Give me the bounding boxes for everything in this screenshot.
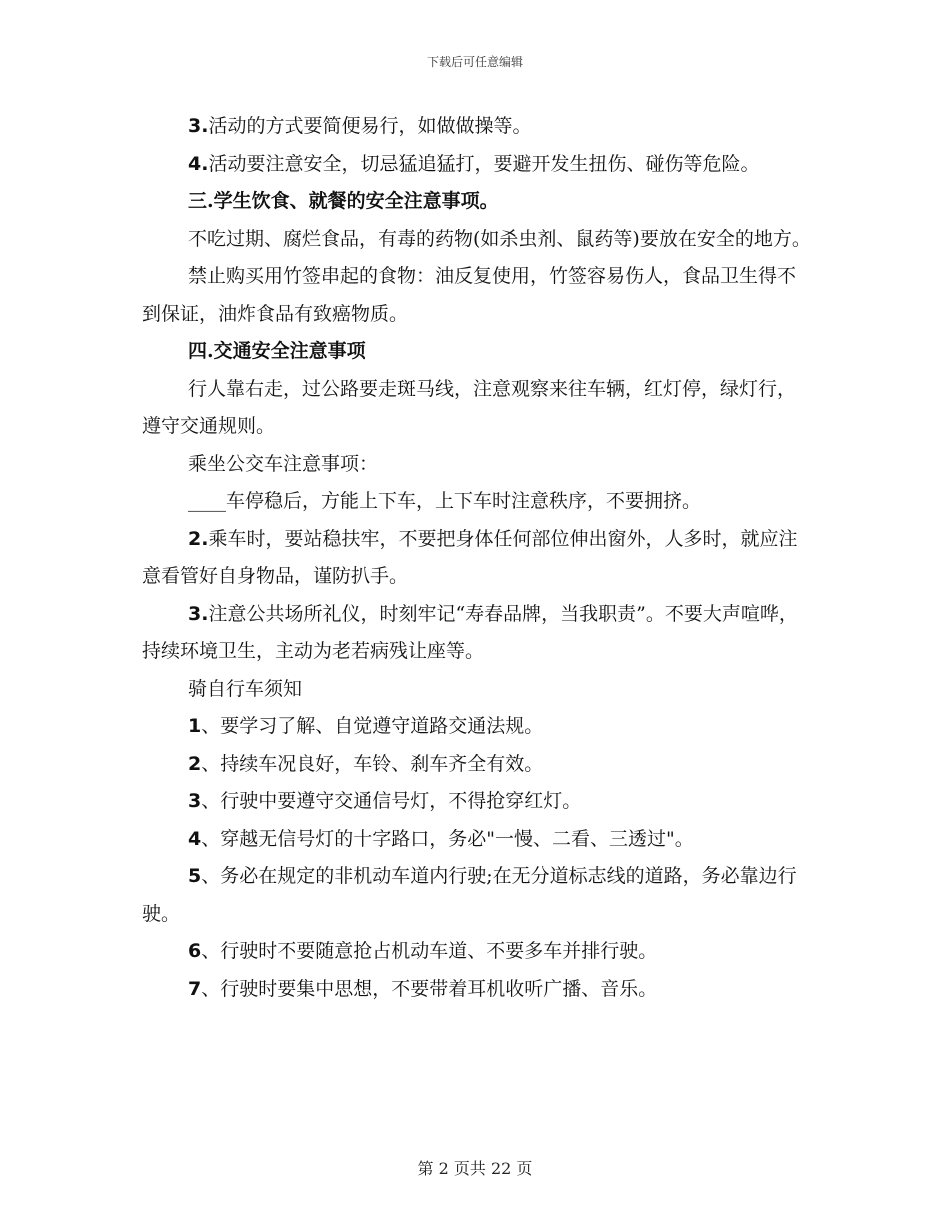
paragraph-text: 不吃过期、腐烂食品，有毒的药物(如杀虫剂、鼠药等)要放在安全的地方。 [188, 227, 811, 250]
item-number: 5 [188, 865, 202, 887]
paragraph-text: 注意公共场所礼仪，时刻牢记“寿春品牌，当我职责”。不要大声喧哗，持续环境卫生，主动为老若病残让座等。 [142, 602, 798, 662]
paragraph-text: 乘坐公交车注意事项： [188, 452, 379, 475]
paragraph [142, 221, 812, 259]
paragraph-text: 、行驶时不要随意抢占机动车道、不要多车并排行驶。 [201, 940, 658, 962]
item-number: 3 [188, 790, 202, 812]
page-footer: 第 2 页共 22 页 [417, 1159, 533, 1178]
heading-text: 三.学生饮食、就餐的安全注意事项。 [188, 190, 499, 212]
paragraph-text: 行人靠右走，过公路要走斑马线，注意观察来往车辆，红灯停，绿灯行，遵守交通规则。 [142, 377, 797, 437]
item-number: 6 [188, 940, 202, 962]
section-heading [142, 333, 812, 371]
paragraph [142, 108, 812, 146]
list-item [142, 821, 812, 859]
paragraph-text: 、行驶时要集中思想，不要带着耳机收听广播、音乐。 [201, 977, 658, 1000]
paragraph-text: 活动要注意安全，切忌猛追猛打，要避开发生扭伤、碰伤等危险。 [208, 152, 760, 175]
paragraph [142, 483, 812, 521]
item-number: 4. [188, 152, 209, 175]
paragraph [142, 596, 812, 671]
list-item [142, 708, 812, 746]
paragraph-text: 、行驶中要遵守交通信号灯，不得抢穿红灯。 [201, 790, 582, 812]
item-number: 2 [188, 752, 202, 775]
paragraph [142, 671, 812, 709]
list-item [142, 783, 812, 821]
paragraph-text: 、要学习了解、自觉遵守道路交通法规。 [201, 715, 544, 737]
paragraph [142, 521, 812, 596]
paragraph-text: ____车停稳后，方能上下车，上下车时注意秩序，不要拥挤。 [188, 490, 702, 512]
item-number: 3. [188, 602, 209, 625]
paragraph-text: 禁止购买用竹签串起的食物：油反复使用，竹签容易伤人，食品卫生得不到保证，油炸食品有致癌物质。 [142, 265, 797, 325]
list-item [142, 746, 812, 784]
paragraph-text: 、持续车况良好，车铃、刹车齐全有效。 [201, 752, 544, 775]
list-item [142, 858, 812, 933]
paragraph [142, 258, 812, 333]
paragraph [142, 146, 812, 184]
paragraph-text: 骑自行车须知 [188, 677, 303, 700]
section-heading [142, 183, 812, 221]
paragraph [142, 446, 812, 484]
paragraph-text: 活动的方式要简便易行，如做做操等。 [208, 115, 532, 137]
item-number: 4 [188, 827, 202, 850]
heading-text: 四.交通安全注意事项 [188, 340, 366, 362]
paragraph [142, 371, 812, 446]
document-body [142, 108, 812, 1008]
paragraph-text: 乘车时，要站稳扶牢，不要把身体任何部位伸出窗外，人多时，就应注意看管好自身物品，谨防扒手。 [142, 527, 798, 587]
paragraph-text: 、务必在规定的非机动车道内行驶;在无分道标志线的道路，务必靠边行驶。 [142, 865, 797, 925]
item-number: 2. [188, 527, 209, 550]
list-item [142, 933, 812, 971]
page-header: 下载后可任意编辑 [426, 55, 523, 69]
list-item [142, 971, 812, 1009]
item-number: 7 [188, 977, 202, 1000]
item-number: 3. [188, 115, 209, 137]
paragraph-text: 、穿越无信号灯的十字路口，务必"一慢、二看、三透过"。 [201, 827, 694, 850]
item-number: 1 [188, 715, 202, 737]
